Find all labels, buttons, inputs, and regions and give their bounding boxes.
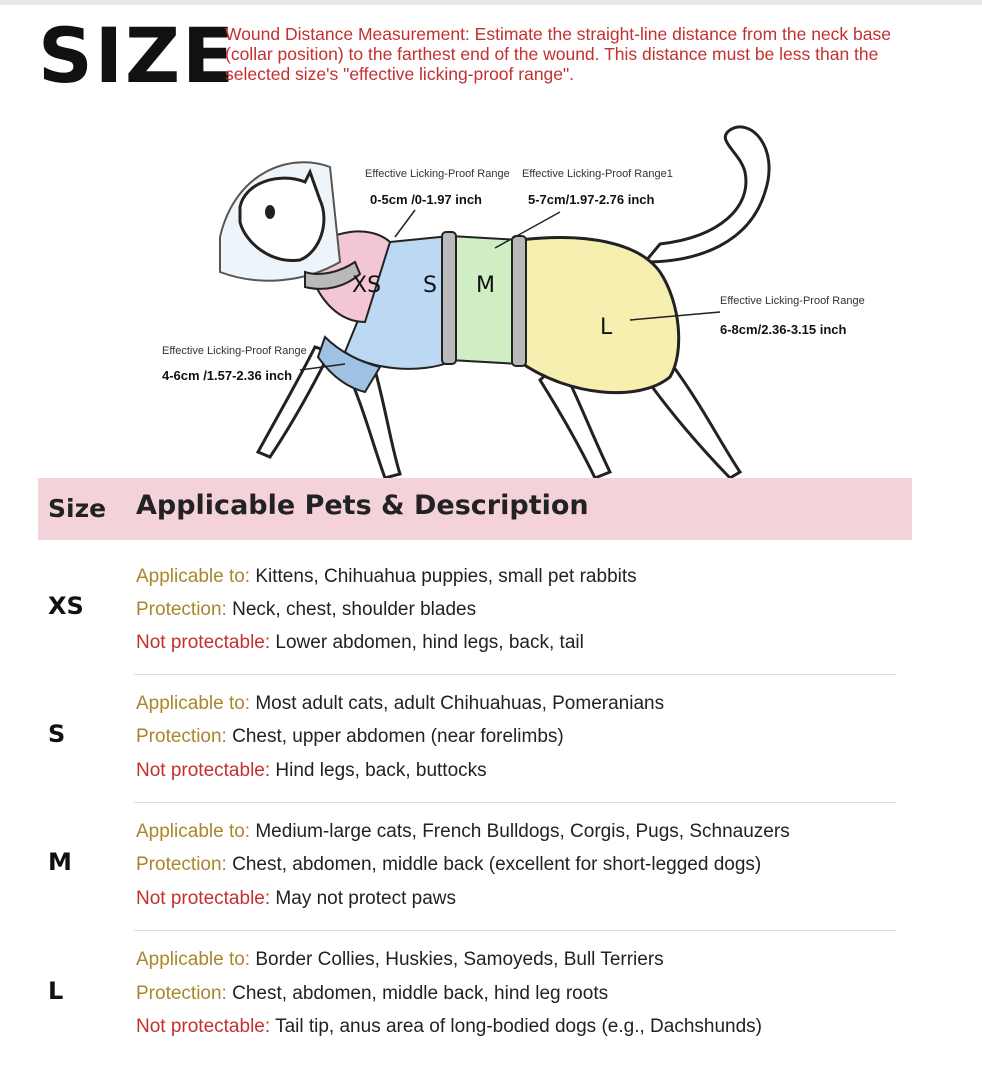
row-protection: Protection: Chest, abdomen, middle back, hind leg roots bbox=[136, 983, 609, 1004]
row-size: XS bbox=[48, 592, 84, 620]
callout-l-title: Effective Licking-Proof Range bbox=[720, 295, 865, 307]
zone-label-m: M bbox=[476, 273, 495, 298]
row-not-protectable: Not protectable: Hind legs, back, buttocks bbox=[136, 760, 487, 781]
header-size: Size bbox=[48, 494, 107, 523]
row-size: S bbox=[48, 720, 66, 748]
row-divider bbox=[134, 802, 896, 803]
row-not-protectable: Not protectable: May not protect paws bbox=[136, 888, 457, 909]
callout-m-range: 5-7cm/1.97-2.76 inch bbox=[528, 192, 655, 207]
zone-label-xs: XS bbox=[352, 273, 382, 298]
top-border bbox=[0, 0, 982, 5]
row-applicable: Applicable to: Medium-large cats, French Bulldogs, Corgis, Pugs, Schnauzers bbox=[136, 821, 790, 842]
cat-front-leg-2 bbox=[258, 347, 330, 457]
row-protection: Protection: Neck, chest, shoulder blades bbox=[136, 599, 477, 620]
row-divider bbox=[134, 930, 896, 931]
measurement-instructions: Wound Distance Measurement: Estimate the straight-line distance from the neck base (collar position) to the farthest end of the wound. This distance must be less than the selected size's "effective licking-proof range". bbox=[225, 24, 891, 84]
callout-s-title: Effective Licking-Proof Range bbox=[162, 345, 307, 357]
band-2 bbox=[512, 236, 526, 366]
row-protection: Protection: Chest, upper abdomen (near forelimbs) bbox=[136, 726, 564, 747]
callout-l-range: 6-8cm/2.36-3.15 inch bbox=[720, 322, 847, 337]
callout-s-range: 4-6cm /1.57-2.36 inch bbox=[162, 368, 293, 383]
zone-label-l: L bbox=[600, 315, 613, 340]
row-applicable: Applicable to: Border Collies, Huskies, Samoyeds, Bull Terriers bbox=[136, 949, 664, 970]
row-protection: Protection: Chest, abdomen, middle back (excellent for short-legged dogs) bbox=[136, 854, 762, 875]
band-1 bbox=[442, 232, 456, 364]
callout-xs-title: Effective Licking-Proof Range bbox=[365, 168, 510, 180]
row-not-protectable: Not protectable: Tail tip, anus area of long-bodied dogs (e.g., Dachshunds) bbox=[136, 1016, 762, 1037]
row-applicable: Applicable to: Kittens, Chihuahua puppies, small pet rabbits bbox=[136, 566, 637, 587]
zone-label-s: S bbox=[423, 273, 437, 298]
header-description: Applicable Pets & Description bbox=[136, 490, 589, 521]
table-header bbox=[38, 478, 912, 540]
cat-tail bbox=[645, 127, 769, 262]
cat-size-diagram bbox=[140, 112, 880, 480]
page-title: SIZE bbox=[38, 11, 237, 100]
row-size: L bbox=[48, 977, 64, 1005]
callout-m-title: Effective Licking-Proof Range1 bbox=[522, 168, 673, 180]
callout-xs-range: 0-5cm /0-1.97 inch bbox=[370, 192, 482, 207]
table-row-s bbox=[38, 688, 896, 800]
cat-eye bbox=[265, 205, 275, 219]
row-size: M bbox=[48, 848, 72, 876]
table-row-m bbox=[38, 816, 896, 928]
table-row-xs bbox=[38, 560, 896, 672]
row-applicable: Applicable to: Most adult cats, adult Chihuahuas, Pomeranians bbox=[136, 693, 665, 714]
zone-m bbox=[450, 236, 520, 364]
row-not-protectable: Not protectable: Lower abdomen, hind legs, back, tail bbox=[136, 632, 584, 653]
table-row-l bbox=[38, 945, 896, 1057]
row-divider bbox=[134, 674, 896, 675]
